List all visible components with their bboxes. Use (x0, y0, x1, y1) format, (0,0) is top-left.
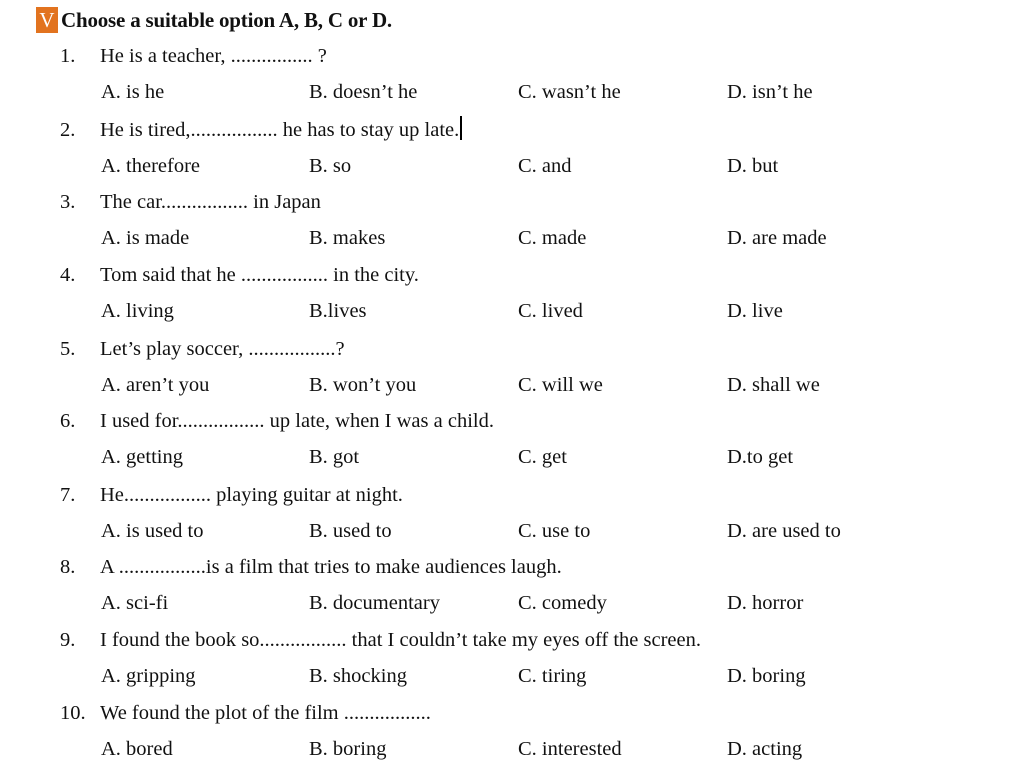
question-text: Tom said that he ................. in the city. (100, 264, 419, 286)
question-text: A .................is a film that tries to make audiences laugh. (100, 556, 562, 578)
question-number: 9. (60, 629, 76, 651)
option-b[interactable]: B. so (309, 155, 352, 177)
question-stem (60, 552, 562, 582)
question-number: 3. (60, 191, 76, 213)
option-c[interactable]: C. and (518, 155, 572, 177)
option-c[interactable]: C. made (518, 227, 587, 249)
question-number: 7. (60, 484, 76, 506)
option-a[interactable]: A. is made (101, 227, 190, 249)
option-b[interactable]: B. shocking (309, 665, 407, 687)
section-title: Choose a suitable option A, B, C or D. (61, 7, 392, 32)
question-number: 6. (60, 410, 76, 432)
option-a[interactable]: A. is used to (101, 520, 204, 542)
question-stem (60, 334, 345, 364)
option-d[interactable]: D. acting (727, 738, 803, 760)
question-5 (0, 334, 1024, 408)
question-stem (60, 698, 431, 728)
question-10 (0, 698, 1024, 772)
option-a[interactable]: A. sci-fi (101, 592, 169, 614)
question-text[interactable]: He is tired,................. he has to stay up late. (100, 119, 460, 141)
question-1 (0, 41, 1024, 115)
option-a[interactable]: A. is he (101, 81, 165, 103)
option-c[interactable]: C. tiring (518, 665, 587, 687)
option-c[interactable]: C. wasn’t he (518, 81, 621, 103)
question-number: 1. (60, 45, 76, 67)
question-number: 10. (60, 702, 86, 724)
question-stem (60, 406, 494, 436)
option-a[interactable]: A. living (101, 300, 174, 322)
option-b[interactable]: B. documentary (309, 592, 440, 614)
section-badge: V (36, 7, 58, 33)
option-c[interactable]: C. use to (518, 520, 591, 542)
question-text: The car................. in Japan (100, 191, 321, 213)
question-number: 4. (60, 264, 76, 286)
question-stem (60, 187, 321, 217)
option-c[interactable]: C. interested (518, 738, 622, 760)
option-d[interactable]: D. live (727, 300, 783, 322)
option-d[interactable]: D. boring (727, 665, 806, 687)
question-stem (60, 41, 327, 71)
option-d[interactable]: D. are used to (727, 520, 841, 542)
option-b[interactable]: B.lives (309, 300, 367, 322)
text-cursor (460, 116, 462, 140)
question-text: I used for................. up late, when I was a child. (100, 410, 494, 432)
option-b[interactable]: B. won’t you (309, 374, 417, 396)
question-text: I found the book so................. that I couldn’t take my eyes off the screen. (100, 629, 702, 651)
option-b[interactable]: B. got (309, 446, 360, 468)
question-stem (60, 260, 419, 290)
question-2 (0, 115, 1024, 189)
option-d[interactable]: D. shall we (727, 374, 820, 396)
question-text: We found the plot of the film ................. (100, 702, 431, 724)
option-c[interactable]: C. comedy (518, 592, 607, 614)
option-b[interactable]: B. makes (309, 227, 386, 249)
question-stem (60, 625, 701, 655)
question-7 (0, 480, 1024, 554)
option-a[interactable]: A. gripping (101, 665, 196, 687)
option-a[interactable]: A. bored (101, 738, 173, 760)
option-a[interactable]: A. getting (101, 446, 183, 468)
option-d[interactable]: D.to get (727, 446, 794, 468)
question-stem (60, 115, 462, 145)
question-text: He................. playing guitar at night. (100, 484, 403, 506)
question-number: 5. (60, 338, 76, 360)
option-d[interactable]: D. but (727, 155, 779, 177)
option-d[interactable]: D. isn’t he (727, 81, 813, 103)
option-c[interactable]: C. lived (518, 300, 583, 322)
question-stem (60, 480, 403, 510)
question-number: 2. (60, 119, 76, 141)
option-b[interactable]: B. boring (309, 738, 387, 760)
option-b[interactable]: B. doesn’t he (309, 81, 418, 103)
option-d[interactable]: D. are made (727, 227, 827, 249)
option-c[interactable]: C. get (518, 446, 567, 468)
question-6 (0, 406, 1024, 480)
option-a[interactable]: A. therefore (101, 155, 201, 177)
option-c[interactable]: C. will we (518, 374, 603, 396)
question-4 (0, 260, 1024, 334)
question-3 (0, 187, 1024, 261)
question-number: 8. (60, 556, 76, 578)
question-text: Let’s play soccer, .................? (100, 338, 345, 360)
option-a[interactable]: A. aren’t you (101, 374, 210, 396)
question-9 (0, 625, 1024, 699)
option-b[interactable]: B. used to (309, 520, 392, 542)
question-8 (0, 552, 1024, 626)
question-text: He is a teacher, ................ ? (100, 45, 327, 67)
option-d[interactable]: D. horror (727, 592, 804, 614)
